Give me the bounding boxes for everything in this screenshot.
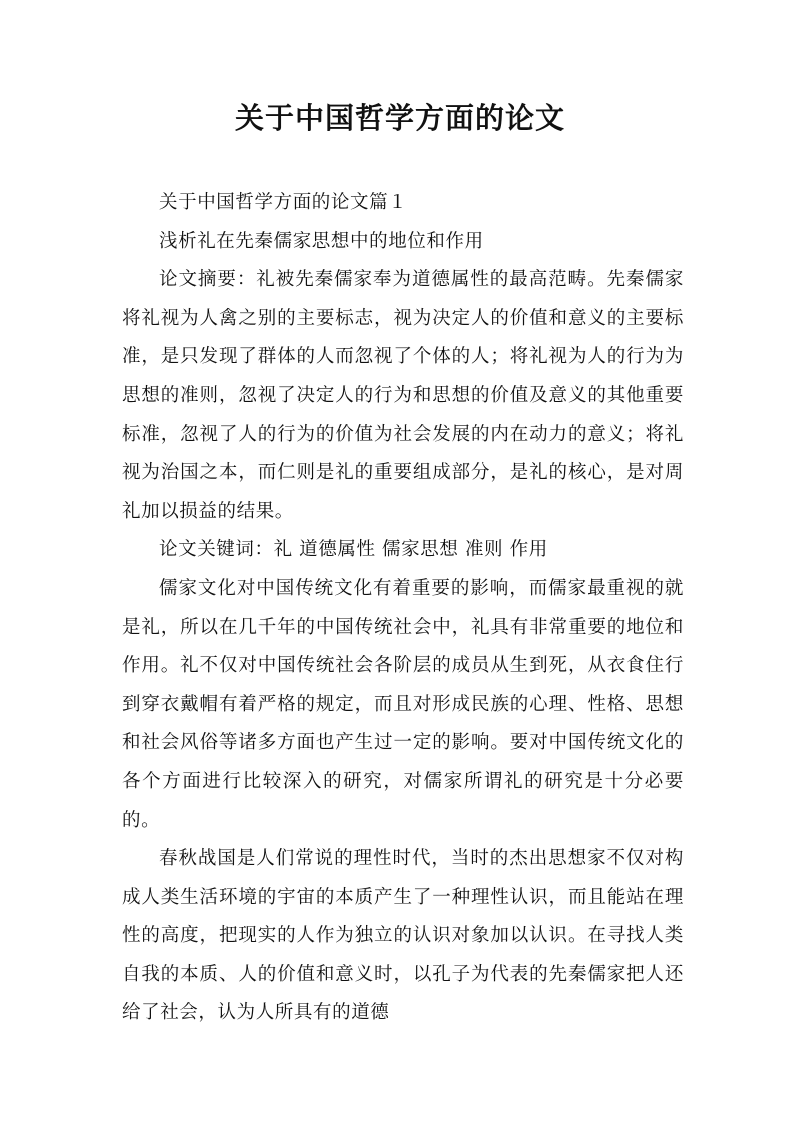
document-title: 关于中国哲学方面的论文 xyxy=(234,101,565,135)
body-paragraph: 儒家文化对中国传统文化有着重要的影响，而儒家最重视的就是礼，所以在几千年的中国传统社会中，礼具有非常重要的地位和作用。礼不仅对中国传统社会各阶层的成员从生到死，从衣食住行到穿衣戴帽有着严格的规定，而且对形成民族的心理、性格、思想和社会风俗等诸多方面也产生过一定的影响。要对中国传统文化的各个方面进行比较深入的研究，对儒家所谓礼的研究是十分必要的。 xyxy=(122,577,684,831)
abstract-paragraph: 论文摘要：礼被先秦儒家奉为道德属性的最高范畴。先秦儒家将礼视为人禽之别的主要标志，视为决定人的价值和意义的主要标准，是只发现了群体的人而忽视了个体的人；将礼视为人的行为为思想的准则，忽视了决定人的行为和思想的价值及意义的其他重要标准，忽视了人的行为的价值为社会发展的内在动力的意义；将礼视为治国之本，而仁则是礼的重要组成部分，是礼的核心，是对周礼加以损益的结果。 xyxy=(122,269,684,522)
keywords-paragraph: 论文关键词：礼 道德属性 儒家思想 准则 作用 xyxy=(159,539,548,561)
document-body xyxy=(122,184,684,1033)
body-paragraph: 春秋战国是人们常说的理性时代，当时的杰出思想家不仅对构成人类生活环境的宇宙的本质产生了一种理性认识，而且能站在理性的高度，把现实的人作为独立的认识对象加以认识。在寻找人类自我的本质、人的价值和意义时，以孔子为代表的先秦儒家把人还给了社会，认为人所具有的道德 xyxy=(122,848,684,1024)
section-heading: 关于中国哲学方面的论文篇１ xyxy=(159,192,408,213)
article-title: 浅析礼在先秦儒家思想中的地位和作用 xyxy=(159,230,484,252)
